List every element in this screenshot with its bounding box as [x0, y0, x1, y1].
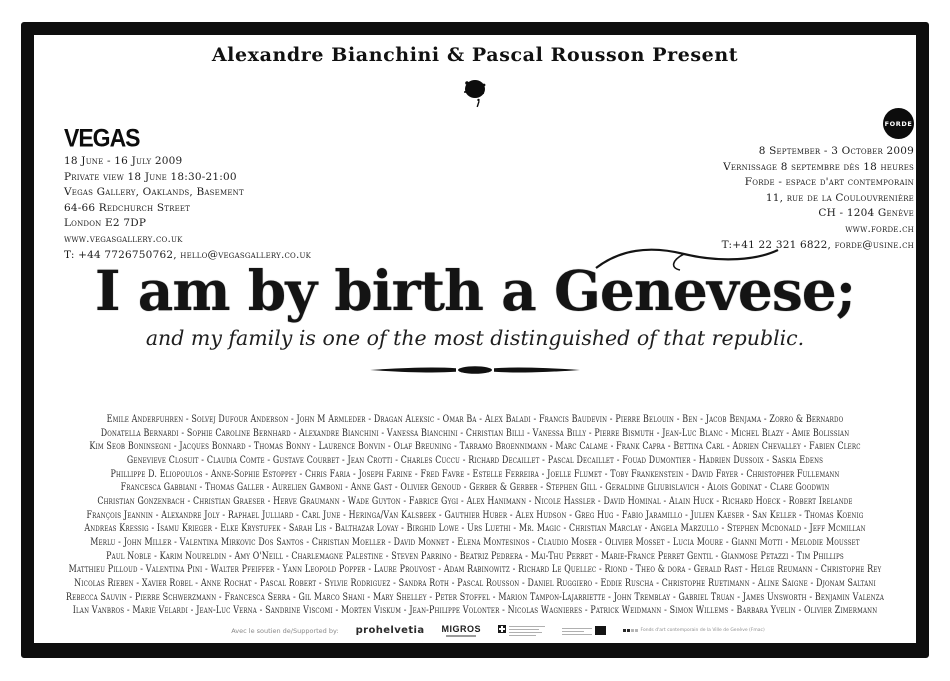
- ink-blot-icon: [460, 76, 490, 114]
- poster-title: I am by birth a Genevese;: [94, 258, 856, 323]
- divider-ornament: [370, 361, 580, 380]
- swiss-text-lines: [509, 625, 545, 636]
- forde-vernissage: Vernissage 8 septembre dès 18 heures: [723, 160, 914, 173]
- supporters-strip: [0, 624, 950, 637]
- artist-list-line: François Jeannin - Alexandre Joly - Raphael Julliard - Carl June - Heringa/Van Kalsbeek - Gauthier Huber - Alex Hudson - Greg Hug - Fabio Jaramillo - Julien Kaeser - San Keller - Thomas Koenig: [86, 509, 864, 521]
- vegas-gallery-block: [64, 124, 311, 263]
- fmac-logo: [623, 628, 765, 633]
- artist-list-line: Andreas Kressig - Isamu Krieger - Elke Krystufek - Sarah Lis - Balthazar Lovay - Birghid Lowe - Urs Luethi - Mr. Magic - Christian Marclay - Angela Marzullo - Stephen Mcdonald - Jeff Mcmillan: [84, 523, 866, 535]
- artist-list-line: Ilan Vanbros - Marie Velardi - Jean-Luc Verna - Sandrine Viscomi - Morten Viskum - Jean-Philippe Volonter - Nicolas Wagnieres - Patrick Weidmann - Simon Willems - Barbara Yvelin - Olivier Zimermann: [72, 605, 878, 617]
- ville-de-geneve-logo: [562, 626, 606, 635]
- migros-subline: [446, 635, 476, 637]
- vegas-logo: VEGAS: [64, 124, 140, 153]
- artist-list-line: Phillippe D. Eliopoulos - Anne-Sophie Estoppey - Chris Faria - Joseph Farine - Fred Favre - Estelle Ferreira - Joelle Flumet - Toby Frankenstein - David Fryer - Christopher Fullemann: [110, 468, 840, 480]
- artist-list-line: Genevieve Closuit - Claudia Comte - Gustave Courbet - Jean Crotti - Charles Cuccu - Richard Decaillet - Pascal Decaillet - Fouad Dumontier - Hadrien Dussoix - Saskia Edens: [126, 454, 824, 466]
- artist-list-line: Nicolas Rieben - Xavier Robel - Anne Rochat - Pascal Robert - Sylvie Rodriguez - Sandra Roth - Pascal Rousson - Daniel Ruggiero - Eddie Ruscha - Christophe Ruetimann - Aline Saigne - Djonam Saltani: [74, 577, 876, 589]
- geneve-square-icon: [595, 626, 606, 635]
- swiss-cross-icon: [498, 625, 506, 633]
- fmac-caption: Fonds d'art contemporain de la Ville de Genève (Fmac): [640, 628, 765, 633]
- artist-list-line: Francesca Gabbiani - Thomas Galler - Aurelien Gamboni - Anne Gast - Olivier Genoud - Gerber & Gerber - Stephen Gill - Geraldine Gliubislavich - Alois Godinat - Clare Goodwin: [120, 482, 830, 494]
- forde-gallery-block: [722, 108, 914, 253]
- artist-list-line: Merlu - John Miller - Valentina Mirkovic Dos Santos - Christian Moeller - David Monnet - Elena Montesinos - Claudio Moser - Olivier Mosset - Lucia Moure - Gianni Motti - Melodie Mousset: [90, 536, 860, 548]
- artist-list-line: Paul Noble - Karim Noureldin - Amy O'Neill - Charlemagne Palestine - Steven Parrino - Beatriz Pedrera - Mai-Thu Perret - Marie-France Perret Gentil - Gianmose Petazzi - Tim Phillips: [106, 550, 844, 562]
- prohelvetia-logo: prohelvetia: [355, 625, 425, 636]
- forde-logo: FORDE: [883, 108, 914, 139]
- forde-city: CH - 1204 Genève: [818, 207, 914, 220]
- fmac-squares-icon: [623, 629, 638, 632]
- artist-list-line: Emile Anderfuhren - Solvej Dufour Anderson - John M Armleder - Dragan Aleksic - Omar Ba - Alex Baladi - Francis Baudevin - Pierre Belouin - Ben - Jacob Benjama - Zorro & Bernardo: [106, 414, 844, 425]
- forde-website: www.forde.ch: [845, 222, 914, 235]
- poster-subtitle: and my family is one of the most distinguished of that republic.: [145, 326, 805, 350]
- forde-venue: Forde - espace d'art contemporain: [744, 176, 914, 189]
- vegas-contact: T: +44 7726750762, hello@vegasgallery.co.uk: [64, 248, 312, 261]
- vegas-venue: Vegas Gallery, Oaklands, Basement: [64, 186, 244, 199]
- migros-logo: [442, 624, 482, 637]
- geneve-text-lines: [562, 627, 592, 635]
- forde-dates: 8 September - 3 October 2009: [758, 145, 914, 157]
- artist-list-line: Christian Gonzenbach - Christian Graeser - Herve Graumann - Wade Guyton - Fabrice Gygi - Alex Hanimann - Nicole Hassler - David Hominal - Alain Huck - Richard Hoeck - Robert Irelande: [97, 495, 853, 507]
- artist-list-line: Kim Seob Boninsegni - Jacques Bonnard - Thomas Bonny - Laurence Bonvin - Olaf Breuning - Tarramo Broennimann - Marc Calame - Frank Capra - Bettina Carl - Adrien Chevalley - Fabien Clerc: [89, 441, 861, 453]
- artist-list-line: Rebecca Sauvin - Pierre Schwerzmann - Francesca Serra - Gil Marco Shani - Mary Shelley - Peter Stoffel - Marion Tampon-Lajarriette - John Tremblay - Gabriel Truan - James Unsworth - Benjamin Valenza: [65, 591, 885, 603]
- vegas-website: www.vegasgallery.co.uk: [64, 232, 183, 245]
- vegas-dates: 18 June - 16 July 2009: [64, 155, 183, 167]
- artist-list-line: Donatella Bernardi - Sophie Caroline Bernhard - Alexandre Bianchini - Vanessa Bianchini - Christian Billi - Vanessa Billy - Pierre Bismuth - Jean-Luc Blanc - Michel Blazy - Amie Bolissian: [100, 427, 850, 439]
- migros-wordmark: MIGROS: [441, 624, 482, 634]
- forde-street: 11, rue de la Coulouvrenière: [765, 191, 914, 204]
- vegas-city: London E2 7DP: [64, 217, 147, 230]
- presenters-line: Alexandre Bianchini & Pascal Rousson Present: [211, 44, 739, 66]
- vegas-street: 64-66 Redchurch Street: [64, 201, 191, 214]
- supporters-label: Avec le soutien de/Supported by:: [231, 626, 339, 635]
- vegas-private-view: Private view 18 June 18:30-21:00: [64, 170, 237, 183]
- artist-list-line: Matthieu Pilloud - Valentina Pini - Walter Pfeiffer - Yann Leopold Popper - Laure Prouvost - Adam Rabinowitz - Richard Le Quellec - Riond - Theo & dora - Gerald Rast - Helge Reumann - Christophe Rey: [68, 564, 882, 576]
- forde-contact: T:+41 22 321 6822, forde@usine.ch: [721, 238, 914, 251]
- swiss-confederation-logo: [498, 625, 545, 636]
- artist-list: [38, 413, 913, 618]
